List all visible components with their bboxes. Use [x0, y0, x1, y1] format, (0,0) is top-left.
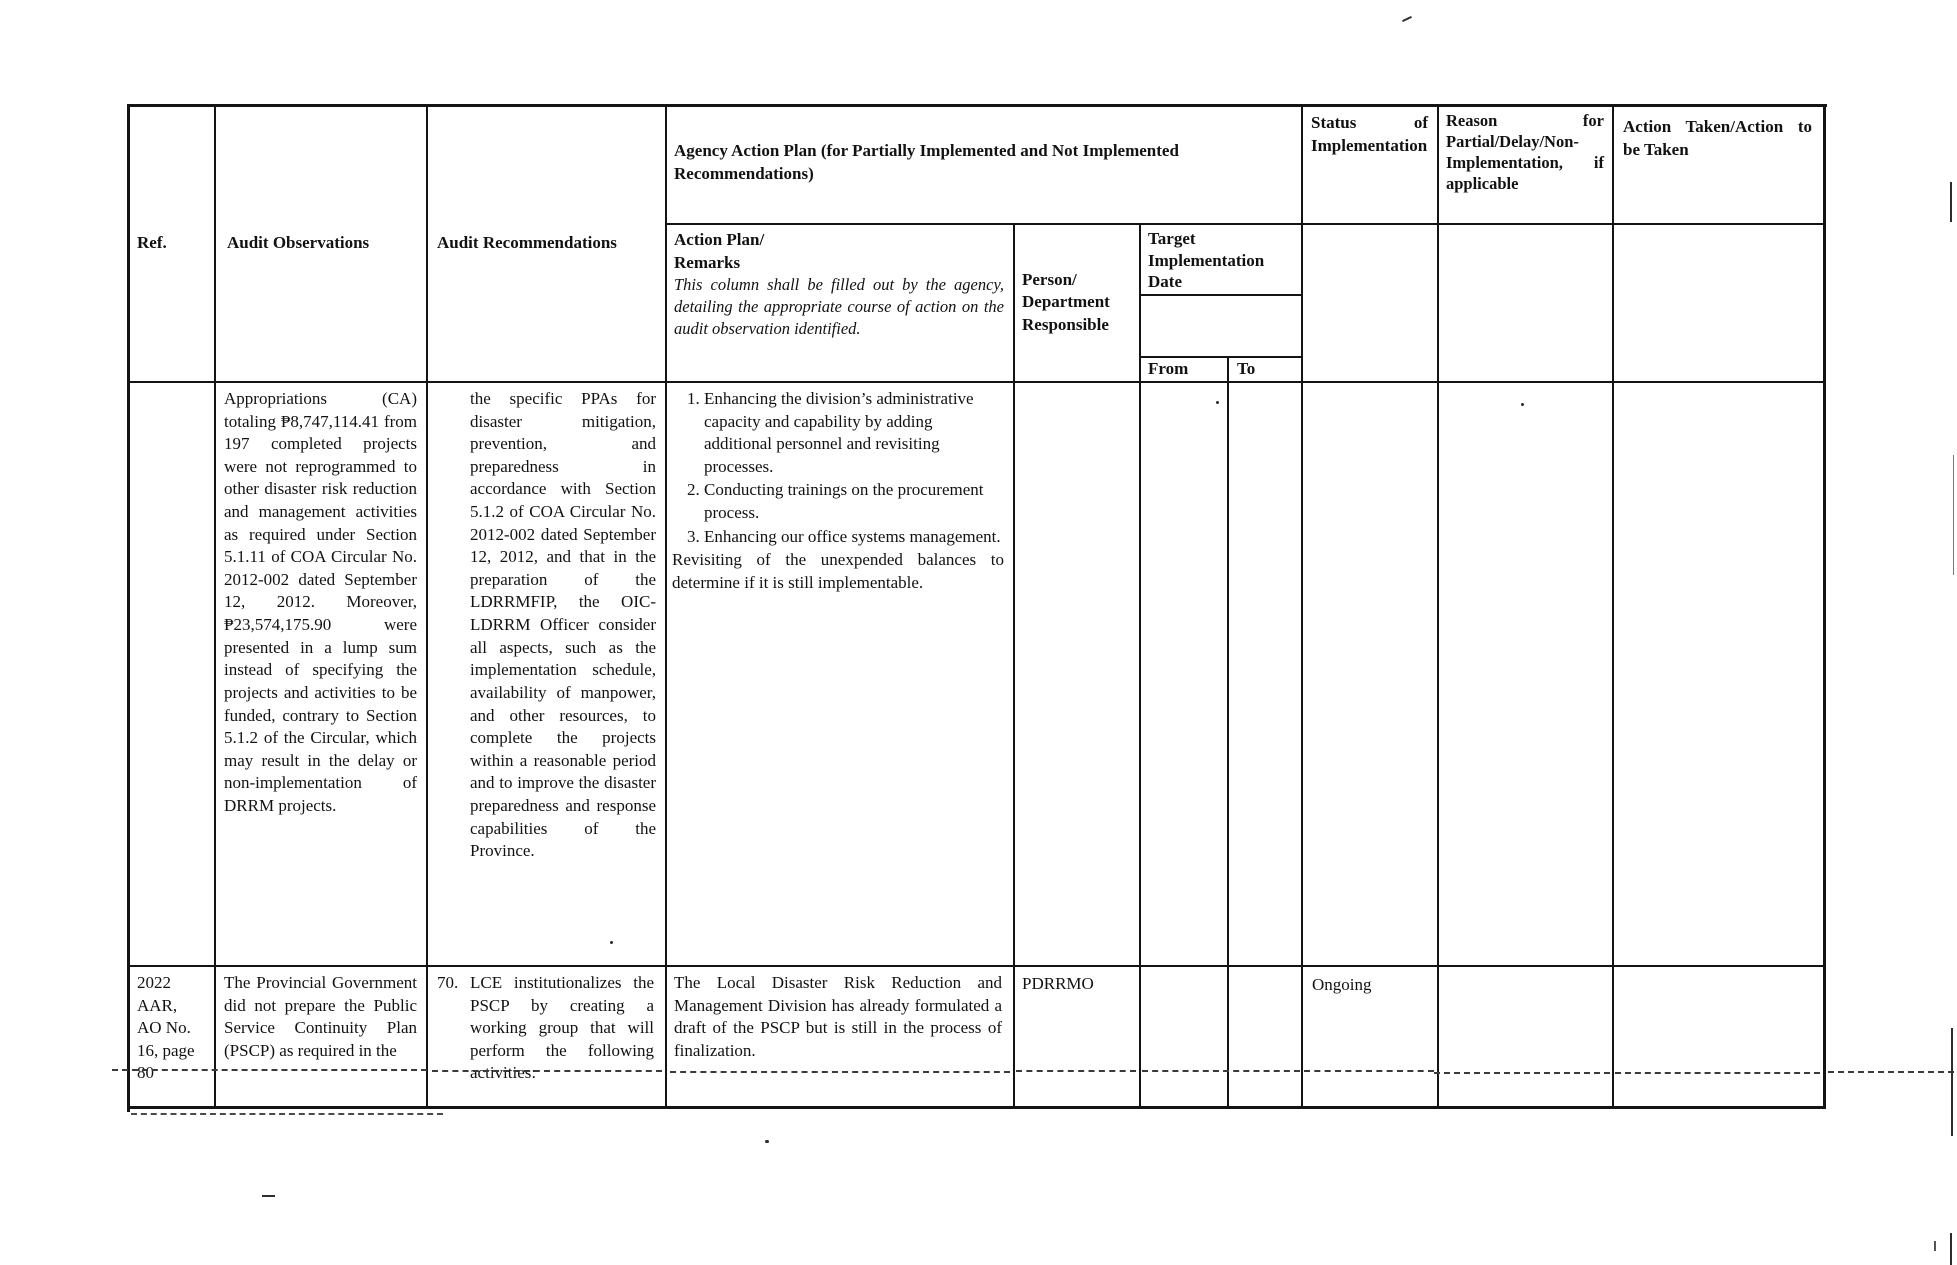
header-action-taken: Action Taken/Action to be Taken [1623, 117, 1812, 159]
table-border [1301, 105, 1303, 1107]
table-border [1437, 105, 1439, 1107]
table-border [214, 105, 216, 1107]
header-ref-label: Ref. [137, 232, 167, 252]
header-action-plan-line1: Action Plan/ [674, 230, 765, 249]
table-border-bottom [129, 1106, 1826, 1109]
scan-artifact [1016, 1070, 1136, 1072]
table-border [1227, 357, 1229, 1107]
header-status-of-implementation: Status of Implementation [1311, 113, 1428, 155]
scan-artifact [1142, 1070, 1300, 1072]
row2-ref: 2022 AAR, AO No. 16, page 80 [137, 973, 195, 1083]
scan-artifact [1950, 1233, 1952, 1265]
header-action-plan-remarks [666, 224, 1014, 381]
row2-recommendation [427, 967, 666, 1110]
row2-action-plan: The Local Disaster Risk Reduction and Management Division has already formulated a draft of the PSCP but is still in the process of finalization. [674, 973, 1002, 1060]
table-border-row1-bottom [129, 965, 1824, 967]
row2-person: PDRRMO [1022, 974, 1094, 993]
scan-artifact [1402, 16, 1412, 22]
header-from: From [1148, 359, 1189, 378]
scan-artifact [1828, 1071, 1954, 1073]
action-plan-item-text: Enhancing our office systems management. [704, 526, 1001, 546]
header-to: To [1237, 359, 1256, 378]
row1-observation: Appropriations (CA) totaling ₱8,747,114.41 from 197 completed projects were not reprogrammed to other disaster risk reduction and management activities as required under Section 5.1.11 of COA Circular No. 2012-002 dated September 12, 2012. Moreover, ₱23,574,175.90 were presented in a lump sum instead of specifying the projects and activities to be funded, contrary to Section 5.1.2 of the Circular, which may result in the delay or non-implementation of DRRM projects. [224, 389, 417, 815]
table-border [426, 105, 428, 1107]
scan-artifact [1434, 1072, 1610, 1074]
action-plan-tail: Revisiting of the unexpended balances to determine if it is still implementable. [672, 550, 1004, 592]
table-border [666, 223, 1824, 225]
header-person-department [1014, 224, 1140, 381]
table-border-top [127, 104, 1827, 107]
recommendation-number: 70. [437, 973, 459, 992]
scan-artifact [131, 1113, 443, 1115]
row2-status: Ongoing [1312, 975, 1372, 994]
header-agency-action-plan-label: Agency Action Plan (for Partially Implemented and Not Implemented Recommendations) [674, 140, 1179, 183]
header-target-implementation-date: Target Implementation Date [1148, 229, 1265, 292]
scan-artifact [432, 1070, 662, 1072]
header-audit-observations-label: Audit Observations [227, 232, 370, 252]
scan-artifact [1953, 455, 1954, 575]
scan-artifact [1950, 182, 1952, 222]
header-reason: Reason for Partial/Delay/Non-Implementation, if applicable [1446, 111, 1604, 193]
table-border-right [1823, 104, 1826, 1109]
scan-artifact [112, 1069, 427, 1071]
header-agency-action-plan [666, 105, 1302, 224]
recommendation-text: LCE institutionalizes the PSCP by creating a working group that will perform the following activities: [470, 973, 654, 1083]
header-audit-recommendations-label: Audit Recommendations [437, 232, 617, 252]
header-audit-recommendations [427, 105, 666, 381]
row1-recommendation: the specific PPAs for disaster mitigation, prevention, and preparedness in accordance with Section 5.1.2 of COA Circular No. 2012-002 dated September 12, 2012, and that in the preparation of the LDRRMFIP, the OIC-LDRRM Officer consider all aspects, such as the implementation schedule, availability of manpower, and other resources, to complete the projects within a reasonable period and to improve the disaster preparedness and response capabilities of the Province. [470, 389, 656, 861]
action-plan-item-number: 1. [687, 389, 700, 408]
scan-artifact [670, 1071, 1010, 1073]
table-border [665, 105, 667, 1107]
scan-artifact [610, 941, 613, 944]
scan-artifact [1934, 1241, 1936, 1251]
scan-artifact [765, 1140, 769, 1143]
header-audit-observations [215, 105, 427, 381]
recommendation-item [427, 972, 666, 1085]
scan-artifact [1615, 1072, 1820, 1074]
scan-artifact [1216, 401, 1219, 404]
action-plan-item-text: Enhancing the division’s administrative capacity and capability by adding additional personnel and revisiting processes. [704, 389, 974, 476]
scan-artifact [262, 1195, 275, 1197]
scan-artifact [1304, 1070, 1434, 1072]
row2-observation: The Provincial Government did not prepare the Public Service Continuity Plan (PSCP) as required in the [224, 973, 417, 1060]
action-plan-item [666, 388, 1014, 478]
header-action-plan-note: This column shall be filled out by the agency, detailing the appropriate course of action on the audit observation identified. [674, 275, 1004, 339]
scan-artifact [1951, 1028, 1953, 1136]
table-border-header-bottom [129, 381, 1824, 383]
header-person-department-label: Person/ Department Responsible [1022, 269, 1110, 334]
table-border [1612, 105, 1614, 1107]
row1-action-plan [666, 383, 1014, 967]
table-border [1013, 224, 1015, 1107]
scan-artifact [1521, 403, 1524, 406]
table-border-left [127, 104, 130, 1112]
action-plan-item-number: 2. [687, 480, 700, 500]
action-plan-item [666, 526, 1014, 549]
header-action-plan-line2: Remarks [674, 252, 741, 272]
table-border [1139, 224, 1141, 1107]
action-plan-item-number: 3. [687, 526, 700, 546]
table-border [1140, 294, 1303, 296]
table-border [1140, 356, 1303, 358]
header-ref [129, 105, 215, 381]
action-plan-item [666, 479, 1014, 524]
action-plan-item-text: Conducting trainings on the procurement process. [704, 480, 984, 523]
